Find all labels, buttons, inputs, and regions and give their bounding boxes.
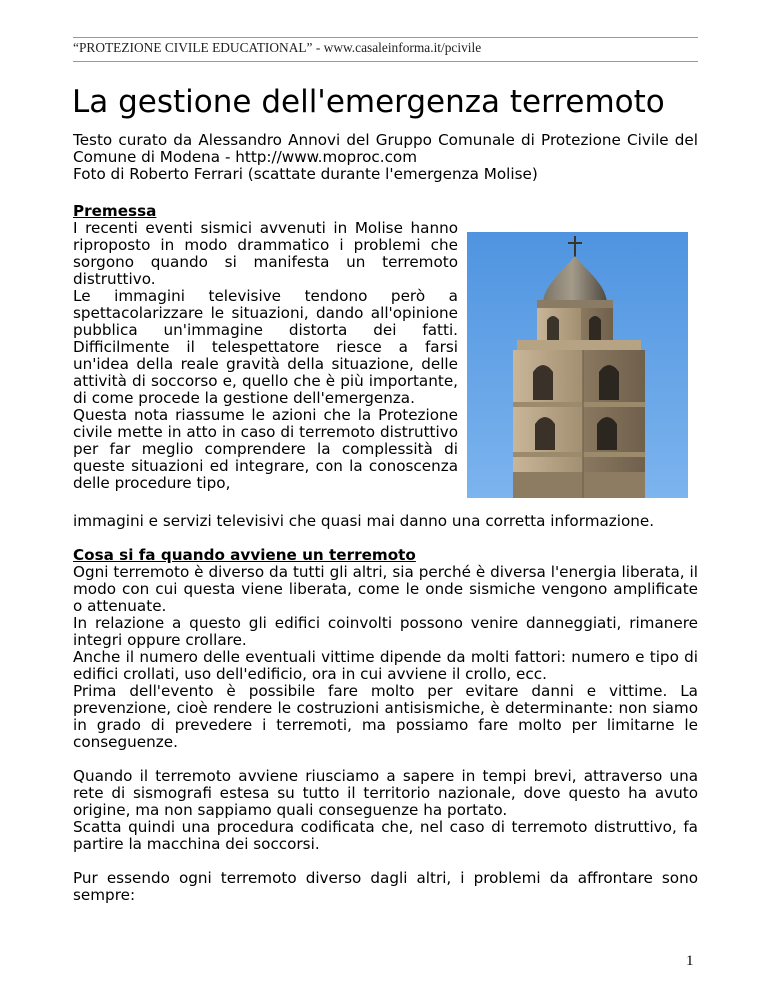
premessa-paragraph: I recenti eventi sismici avvenuti in Molise hanno riproposto in modo drammatico i problemi che sorgono quando si manifesta un terremoto distruttivo. [73, 219, 458, 288]
section-paragraph: Ogni terremoto è diverso da tutti gli altri, sia perché è diversa l'energia liberata, il modo con cui questa viene liberata, come le onde sismiche vengono amplificate o attenuate. [73, 563, 698, 615]
premessa-last-line: immagini e servizi televisivi che quasi mai danno una corretta informazione. [73, 512, 655, 530]
credits-block [73, 132, 698, 183]
premessa-paragraph: Le immagini televisive tendono però a spettacolarizzare le situazioni, dando all'opinione pubblica un'immagine distorta dei fatti. Difficilmente il telespettatore riesce a farsi un'idea della reale gravità della situazione, delle attività di soccorso e, quello che è più importante, di come procede la gestione dell'emergenza. [73, 287, 458, 407]
header-text: “PROTEZIONE CIVILE EDUCATIONAL” - www.casaleinforma.it/pcivile [73, 40, 482, 55]
section-heading: Cosa si fa quando avviene un terremoto [73, 546, 416, 564]
section-paragraph: Anche il numero delle eventuali vittime dipende da molti fattori: numero e tipo di edifici crollati, uso dell'edificio, ora in cui avviene il crollo, ecc. [73, 648, 698, 683]
credits-photo: Foto di Roberto Ferrari (scattate durante l'emergenza Molise) [73, 165, 538, 183]
section-cosa-si-fa [73, 547, 698, 904]
header-rule-top [73, 37, 698, 38]
header-rule-bottom [73, 61, 698, 62]
premessa-paragraph: Questa nota riassume le azioni che la Protezione civile mette in atto in caso di terremoto distruttivo per far meglio comprendere la complessità di queste situazioni ed integrare, con la conoscenza delle procedure tipo, [73, 406, 458, 492]
page-title: La gestione dell'emergenza terremoto [72, 84, 665, 120]
section-paragraph: Quando il terremoto avviene riusciamo a sapere in tempi brevi, attraverso una rete di sismografi estesa su tutto il territorio nazionale, dove questo ha avuto origine, ma non sappiamo quali conseguenze ha portato. [73, 767, 698, 819]
credits-author: Testo curato da Alessandro Annovi del Gruppo Comunale di Protezione Civile del Comune di Modena - http://www.moproc.com [73, 131, 698, 166]
bell-tower-photo [467, 232, 688, 498]
section-paragraph: Prima dell'evento è possibile fare molto per evitare danni e vittime. La prevenzione, cioè rendere le costruzioni antisismiche, è determinante: non siamo in grado di prevedere i terremoti, ma possiamo fare molto per limitarne le conseguenze. [73, 682, 698, 751]
premessa-heading: Premessa [73, 202, 157, 220]
section-paragraph: In relazione a questo gli edifici coinvolti possono venire danneggiati, rimanere integri oppure crollare. [73, 614, 698, 649]
section-paragraph: Pur essendo ogni terremoto diverso dagli altri, i problemi da affrontare sono sempre: [73, 869, 698, 904]
section-paragraph: Scatta quindi una procedura codificata che, nel caso di terremoto distruttivo, fa partire la macchina dei soccorsi. [73, 818, 698, 853]
page-number: 1 [686, 953, 694, 969]
premessa-column [73, 220, 458, 492]
